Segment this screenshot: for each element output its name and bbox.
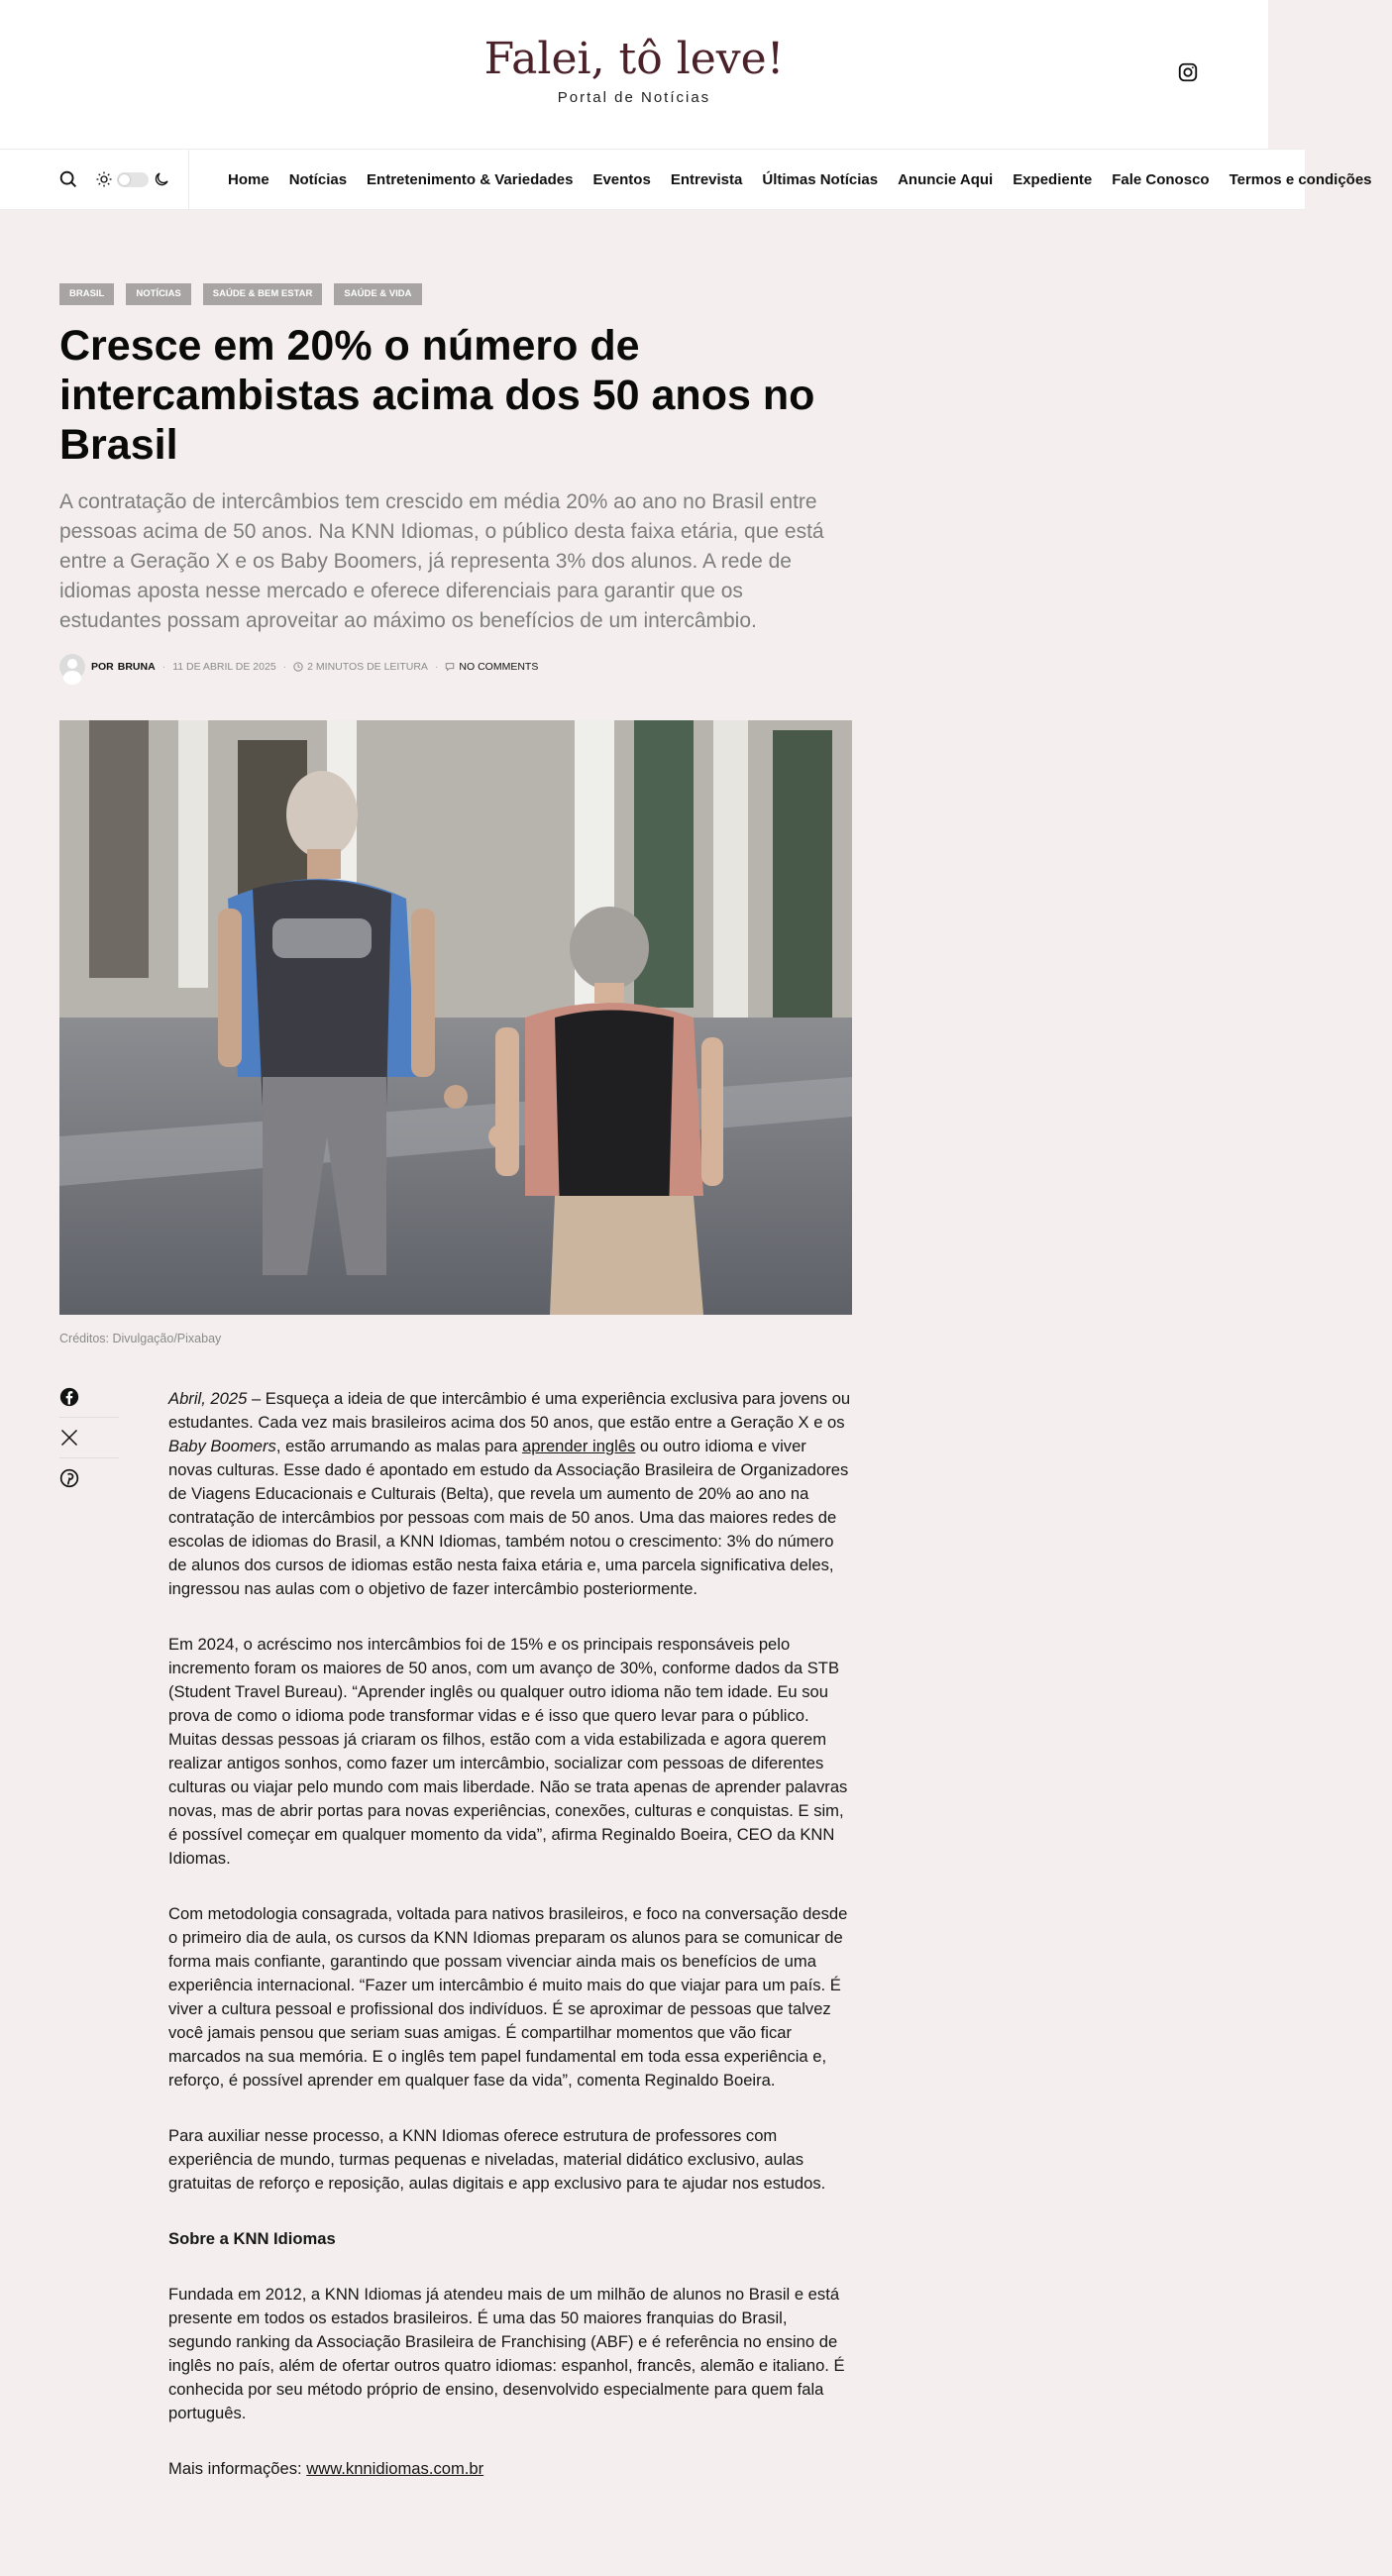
nav-item-termos[interactable]: Termos e condições [1229, 170, 1372, 188]
dark-mode-toggle[interactable] [117, 172, 149, 187]
site-logo[interactable] [0, 30, 1268, 106]
author-prefix: POR [91, 661, 114, 673]
nav-item-fale-conosco[interactable]: Fale Conosco [1112, 170, 1210, 188]
reading-time: 2 MINUTOS DE LEITURA [307, 661, 428, 673]
facebook-icon[interactable] [59, 1387, 79, 1407]
nav-item-home[interactable]: Home [228, 170, 269, 188]
paragraph-text: ou outro idioma e viver novas culturas. Esse dado é apontado em estudo da Associação Brasileira de Organizadores de Viagens Educacionais e Culturais (Belta), que revela um aumento de 20% ao ano na contratação de intercâmbios por pessoas com mais de 50 anos. Uma das maiores redes de escolas de idiomas do Brasil, a KNN Idiomas, também notou o crescimento: 3% do número de alunos dos cursos de idiomas estão nesta faixa etária e, uma parcela significativa deles, ingressou nas aulas com o objetivo de fazer intercâmbio posteriormente. [168, 1437, 849, 1598]
share-buttons [59, 1387, 119, 1488]
share-divider [59, 1457, 119, 1458]
elderly-couple-photo [59, 720, 852, 1315]
category-badges [59, 283, 434, 305]
website-link[interactable]: www.knnidiomas.com.br [306, 2459, 484, 2478]
nav-divider [188, 150, 189, 209]
site-header [0, 0, 1268, 149]
category-badge[interactable]: SAÚDE & BEM ESTAR [203, 283, 323, 305]
sun-icon [95, 170, 113, 188]
category-badge[interactable]: SAÚDE & VIDA [334, 283, 421, 305]
nav-item-entrevista[interactable]: Entrevista [670, 170, 743, 188]
article-dateline: Abril, 2025 [168, 1389, 248, 1408]
site-tagline: Portal de Notícias [557, 89, 711, 106]
article-body [168, 1387, 852, 2513]
comment-icon [445, 662, 455, 672]
nav-tools [57, 168, 186, 192]
share-divider [59, 1417, 119, 1418]
nav-menu [228, 150, 1392, 209]
meta-separator: · [282, 661, 287, 673]
paragraph [168, 1387, 852, 1601]
article-title: Cresce em 20% o número de intercambistas acima dos 50 anos no Brasil [59, 322, 815, 469]
paragraph: Fundada em 2012, a KNN Idiomas já atendeu mais de um milhão de alunos no Brasil e está presente em todos os estados brasileiros. É uma das 50 maiores franquias do Brasil, segundo ranking da Associação Brasileira de Franchising (ABF) e é referência no ensino de inglês no país, além de ofertar outros quatro idiomas: espanhol, francês, alemão e italiano. É conhecida por seu método próprio de ensino, desenvolvido especialmente para quem fala português. [168, 2285, 845, 2422]
nav-item-entretenimento[interactable]: Entretenimento & Variedades [367, 170, 574, 188]
site-title[interactable]: Falei, tô leve! [483, 34, 785, 84]
paragraph: Com metodologia consagrada, voltada para nativos brasileiros, e foco na conversação desde o primeiro dia de aula, os cursos da KNN Idiomas preparam os alunos para se comunicar de forma mais confiante, garantindo que possam vivenciar ainda mais os benefícios de uma experiência internacional. “Fazer um intercâmbio é muito mais do que viajar para um país. É viver a cultura pessoal e profissional dos indivíduos. É se aproximar de pessoas que talvez você jamais pensou que seriam suas amigas. É compartilhar momentos que vão ficar marcados na sua memória. E o inglês tem papel fundamental em toda essa experiência e, reforço, é possível aprender em qualquer fase da vida”, comenta Reginaldo Boeira. [168, 1904, 848, 2090]
meta-separator: · [161, 661, 166, 673]
section-heading: Sobre a KNN Idiomas [168, 2229, 336, 2248]
search-icon[interactable] [57, 168, 79, 190]
paragraph [168, 2457, 852, 2481]
pinterest-icon[interactable] [59, 1468, 79, 1488]
category-badge[interactable]: NOTÍCIAS [126, 283, 190, 305]
article-meta [59, 654, 538, 680]
nav-item-ultimas-noticias[interactable]: Últimas Notícias [762, 170, 879, 188]
category-badge[interactable]: BRASIL [59, 283, 114, 305]
comments-link[interactable]: NO COMMENTS [459, 661, 539, 673]
nav-item-expediente[interactable]: Expediente [1013, 170, 1093, 188]
author-link[interactable]: BRUNA [117, 661, 156, 673]
emphasis-text: Baby Boomers [168, 1437, 276, 1455]
article-lead: A contratação de intercâmbios tem crescido em média 20% ao ano no Brasil entre pessoas acima de 50 anos. Na KNN Idiomas, o público desta faixa etária, que está entre a Geração X e os Baby Boomers, já representa 3% dos alunos. A rede de idiomas aposta nesse mercado e oferece diferenciais para garantir que os estudantes possam aproveitar ao máximo os benefícios de um intercâmbio. [59, 490, 824, 632]
avatar[interactable] [59, 654, 85, 680]
moon-icon [153, 170, 170, 188]
featured-image [59, 720, 852, 1315]
paragraph-text: – Esqueça a ideia de que intercâmbio é uma experiência exclusiva para jovens ou estudantes. Cada vez mais brasileiros acima dos 50 anos, que estão entre a Geração X e os [168, 1389, 851, 1432]
paragraph: Para auxiliar nesse processo, a KNN Idiomas oferece estrutura de professores com experiência de mundo, turmas pequenas e niveladas, material didático exclusivo, aulas gratuitas de reforço e reposição, aulas digitais e app exclusivo para te ajudar nos estudos. [168, 2126, 826, 2193]
image-credit: Créditos: Divulgação/Pixabay [59, 1332, 222, 1345]
nav-item-anuncie-aqui[interactable]: Anuncie Aqui [898, 170, 994, 188]
publish-date: 11 DE ABRIL DE 2025 [172, 661, 276, 673]
more-info-label: Mais informações: [168, 2459, 307, 2478]
nav-item-eventos[interactable]: Eventos [592, 170, 651, 188]
main-navbar [0, 149, 1372, 210]
clock-icon [293, 662, 303, 672]
meta-separator: · [434, 661, 439, 673]
x-icon[interactable] [59, 1428, 79, 1448]
instagram-icon[interactable] [1177, 61, 1199, 83]
nav-item-noticias[interactable]: Notícias [288, 170, 348, 188]
paragraph: Em 2024, o acréscimo nos intercâmbios foi de 15% e os principais responsáveis pelo incremento foram os maiores de 50 anos, com um avanço de 30%, conforme dados da STB (Student Travel Bureau). “Aprender inglês ou qualquer outro idioma não tem idade. Eu sou prova de como o idioma pode transformar vidas e é isso que quero levar para o público. Muitas dessas pessoas já criaram os filhos, estão com a vida estabilizada e agora querem realizar antigos sonhos, como fazer um intercâmbio, socializar com pessoas de diferentes culturas ou viajar pelo mundo com mais liberdade. Não se trata apenas de aprender palavras novas, mas de abrir portas para novas experiências, conexões, culturas e conquistas. E sim, é possível começar em qualquer momento da vida”, afirma Reginaldo Boeira, CEO da KNN Idiomas. [168, 1635, 848, 1868]
paragraph-text: , estão arrumando as malas para [275, 1437, 522, 1455]
aprender-ingles-link[interactable]: aprender inglês [521, 1437, 636, 1455]
